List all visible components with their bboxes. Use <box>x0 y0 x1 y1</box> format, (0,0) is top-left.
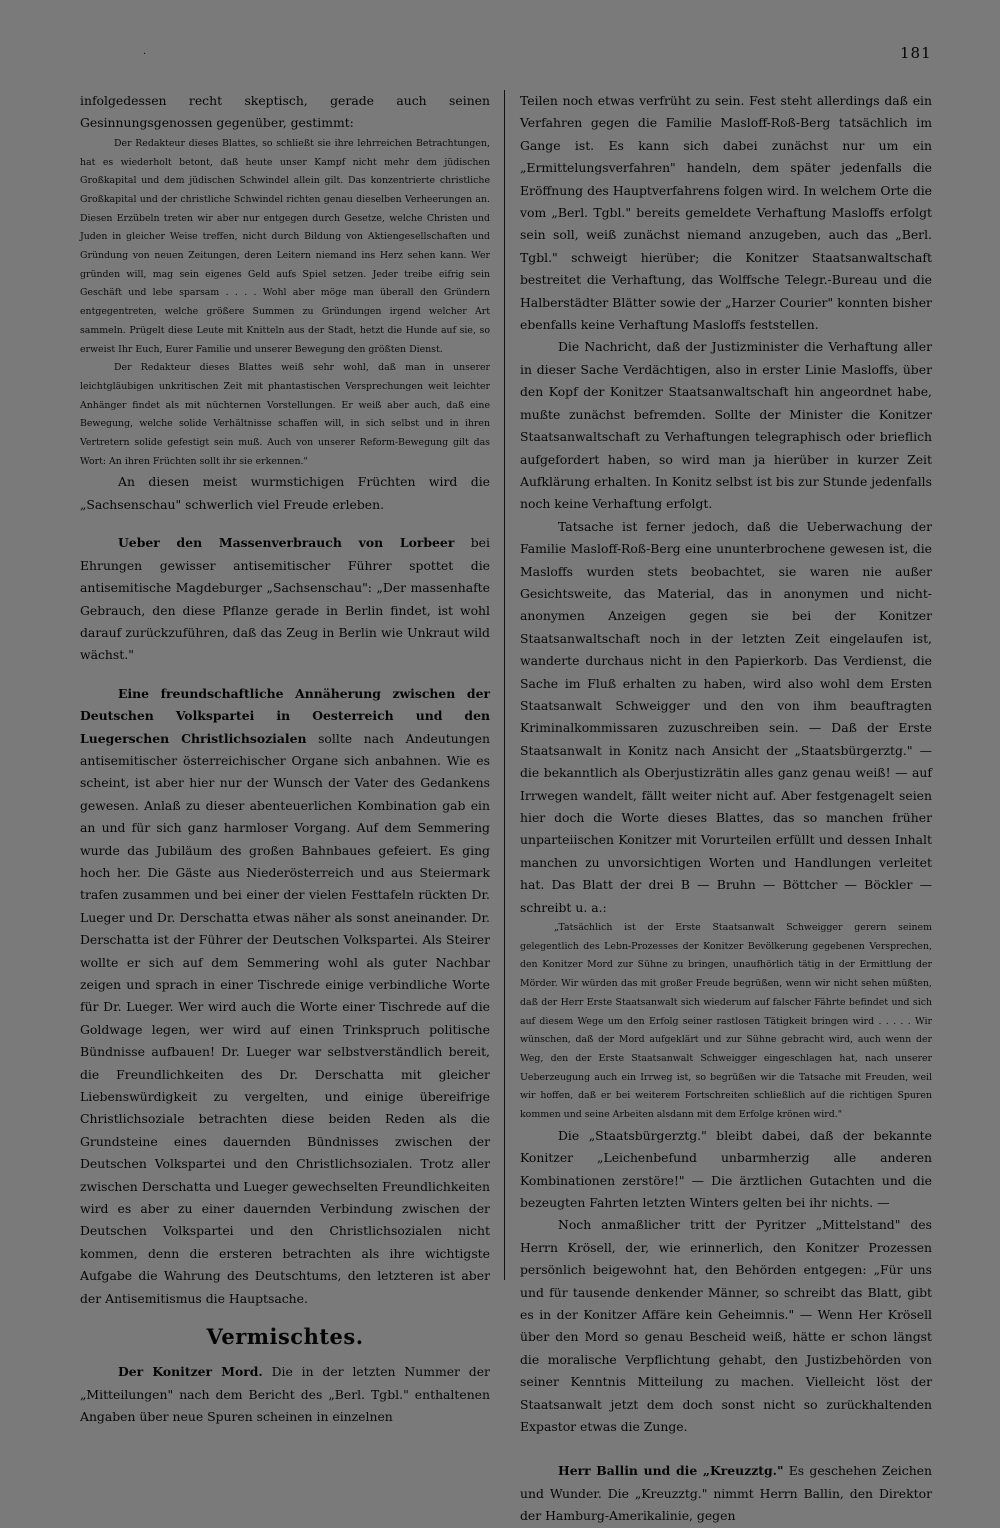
article-paragraph <box>80 683 490 1310</box>
paragraph: infolgedessen recht skeptisch, gerade auch seinen Gesinnungsgenossen gegenüber, gestimmt: <box>80 93 490 131</box>
article-text: sollte nach Andeutungen antisemitischer österreichischer Organe sich anbahnen. Wie es scheint, ist aber hier nur der Wunsch der Vater des Gedankens gewesen. Anlaß zu dieser abenteuerlichen Kombination gab ein an und für sich ganz harmloser Vorgang. Auf dem Semmering wurde das Jubiläum des großen Bahnbaues gefeiert. Es ging hoch her. Die Gäste aus Niederösterreich und aus Steiermark trafen zusammen und bei einer der vielen Festtafeln rückten Dr. Lueger und Dr. Derschatta etwas näher als sonst aneinander. Dr. Derschatta ist der Führer der Deutschen Volkspartei. Als Steirer wollte er sich auf dem Semmering wohl als guter Nachbar zeigen und sprach in einer Tischrede einige verbindliche Worte für Dr. Lueger. Wer wird auch die Worte einer Tischrede auf die Goldwage legen, wer wird auf einen Trinkspruch politische Bündnisse aufbauen! Dr. Lueger war selbstverständlich bereit, die Freundlichkeiten des Dr. Derschatta mit gleicher Liebenswürdigkeit zu vergelten, und einige übereifrige Christlichsoziale betrachten diese beiden Reden als die Grundsteine eines dauernden Bündnisses zwischen der Deutschen Volkspartei und den Christlichsozialen. Trotz aller zwischen Derschatta und Lueger gewechselten Freundlichkeiten wird es aber zu einer dauernden Verbindung zwischen der Deutschen Volkspartei und den Christlichsozialen nicht kommen, denn die ersteren betrachten als ihre wichtigste Aufgabe die Wahrung des Deutschtums, den letzteren ist aber der Antisemitismus die Hauptsache. <box>80 730 490 1306</box>
article-paragraph <box>520 1460 932 1527</box>
article-text: Es geschehen Zeichen und Wunder. Die „Kreuzztg." nimmt Herrn Ballin, den Direktor der Hamburg-Amerikalinie, gegen <box>520 1463 932 1524</box>
article-paragraph <box>80 532 490 666</box>
quote-paragraph: Der Redakteur dieses Blattes weiß sehr wohl, daß man in unserer leichtgläubigen unkritischen Zeit mit phantastischen Versprechungen weit leichter Anhänger findet als mit nüchternen Vorstellungen. Er weiß aber auch, daß eine Bewegung, welche solide Verhältnisse schaffen will, in sich selbst und in ihren Vertretern solide gefestigt sein muß. Auch von unserer Reform-Bewegung gilt das Wort: An ihren Früchten sollt ihr sie erkennen." <box>80 362 490 467</box>
article-text: Die in der letzten Nummer der „Mitteilungen" nach dem Bericht des „Berl. Tgbl." enthaltenen Angaben über neue Spuren scheinen in einzelnen <box>80 1364 490 1424</box>
article-lead: Ueber den Massenverbrauch von Lorbeer <box>118 535 455 551</box>
column-divider <box>504 90 505 1280</box>
paragraph: Tatsache ist ferner jedoch, daß die Ueberwachung der Familie Masloff-Roß-Berg eine ununterbrochene gewesen ist, die Masloffs wurden stets beobachtet, sie waren nie außer Gesichtsweite, das Material, das in anonymen und nicht-anonymen Anzeigen gegen sie bei der Konitzer Staatsanwaltschaft noch in der letzten Zeit eingelaufen ist, wanderte durchaus nicht in den Papierkorb. Das Verdienst, die Sache im Fluß erhalten zu haben, wird also wohl dem Ersten Staatsanwalt Schweigger und den von ihm beauftragten Kriminalkommissaren zuzuschreiben sein. — Daß der Erste Staatsanwalt in Konitz nach Ansicht der „Staatsbürgerztg." — die bekanntlich als Oberjustizrätin alles ganz genau weiß! — auf Irrwegen wandelt, fällt weiter nicht auf. Aber festgenagelt seien hier doch die Worte dieses Blattes, das so manchen früher unparteiischen Konitzer mit Vorurteilen erfüllt und dessen Inhalt manchen zu unvorsichtigen Worten und Handlungen verleitet hat. Das Blatt der drei B — Bruhn — Böttcher — Böckler — schreibt u. a.: <box>520 518 932 915</box>
section-heading: Vermischtes. <box>206 1324 364 1350</box>
paragraph: Die „Staatsbürgerztg." bleibt dabei, daß der bekannte Konitzer „Leichenbefund unbarmherzig alle anderen Kombinationen zerstöre!" — Die ärztlichen Gutachten und die bezeugten Fahrten letzten Winters gelten bei ihr nichts. — <box>520 1127 932 1210</box>
article-lead: Der Konitzer Mord. <box>118 1364 263 1380</box>
page-number: 181 <box>900 44 932 62</box>
quote-paragraph: „Tatsächlich ist der Erste Staatsanwalt Schweigger gerern seinem gelegentlich des Lebn-Prozesses der Konitzer Bevölkerung gegebenen Versprechen, den Konitzer Mord zur Sühne zu bringen, unaufhörlich tätig in der Ermittlung der Mörder. Wir würden das mit großer Freude begrüßen, wenn wir nicht sehen müßten, daß der Herr Erste Staatsanwalt sich wiederum auf falscher Fährte befindet und sich auf diesem Wege um den Erfolg seiner rastlosen Tätigkeit bringen wird . . . . . Wir wünschen, daß der Mord aufgeklärt und zur Sühne gebracht wird, auch wenn der Weg, den der Erste Staatsanwalt Schweigger eingeschlagen hat, nach unserer Ueberzeugung auch ein Irrweg ist, so begrüßen wir die Tatsache mit Freuden, weil wir hoffen, daß er bei weiterem Fortschreiten schließlich auf die richtigen Spuren kommen und seine Arbeiten alsdann mit dem Erfolge krönen wird." <box>520 922 932 1121</box>
paragraph: An diesen meist wurmstichigen Früchten wird die „Sachsenschau" schwerlich viel Freude erleben. <box>80 474 490 512</box>
article-lead: Eine freundschaftliche Annäherung zwischen der Deutschen Volkspartei in Oesterreich und den Luegerschen Christlichsozialen <box>80 685 490 746</box>
article-paragraph <box>80 1361 490 1428</box>
quote-paragraph: Der Redakteur dieses Blattes, so schließt sie ihre lehrreichen Betrachtungen, hat es wiederholt betont, daß heute unser Kampf nicht mehr dem jüdischen Großkapital und dem jüdischen Schwindel allein gilt. Das konzentrierte christliche Großkapital und der christliche Schwindel richten genau dieselben Verheerungen an. Diesen Erzübeln treten wir aber nur entgegen durch Gesetze, welche Christen und Juden in gleicher Weise treffen, nicht durch Bildung von Aktiengesellschaften und Gründung von neuen Zeitungen, deren Leitern niemand ins Herz sehen kann. Wer gründen will, mag sein eigenes Geld aufs Spiel setzen. Jeder treibe eifrig sein Geschäft und lebe sparsam . . . . Wohl aber möge man überall den Gründern entgegentreten, welche größere Summen zu Gründungen irgend welcher Art sammeln. Prügelt diese Leute mit Knitteln aus der Stadt, hetzt die Hunde auf sie, so erweist Ihr Euch, Eurer Familie und unserer Bewegung den größten Dienst. <box>80 137 490 355</box>
article-text: bei Ehrungen gewisser antisemitischer Führer spottet die antisemitische Magdeburger „Sachsenschau": „Der massenhafte Gebrauch, den diese Pflanze gerade in Berlin findet, ist wohl darauf zurückzuführen, daß das Zeug in Berlin wie Unkraut wild wächst." <box>80 535 490 663</box>
right-column <box>520 90 932 1528</box>
left-column <box>80 90 490 1428</box>
paragraph: Noch anmaßlicher tritt der Pyritzer „Mittelstand" des Herrn Krösell, der, wie erinnerlich, den Konitzer Prozessen persönlich beigewohnt hat, den Behörden entgegen: „Für uns und für tausende denkender Männer, so schreibt das Blatt, gibt es in der Konitzer Affäre kein Geheimnis." — Wenn Her Krösell über den Mord so genau Bescheid weiß, hätte er schon längst die moralische Verpflichtung gehabt, den Justizbehörden von seiner Kenntnis Mitteilung zu machen. Vielleicht löst der Staatsanwalt jetzt dem doch sonst nicht so zurückhaltenden Expastor etwas die Zunge. <box>520 1217 932 1435</box>
page-mark: . <box>143 46 147 57</box>
paragraph: Teilen noch etwas verfrüht zu sein. Fest steht allerdings daß ein Verfahren gegen die Familie Masloff-Roß-Berg tatsächlich im Gange ist. Es kann sich dabei zunächst nur um ein „Ermittelungsverfahren" handeln, dem später jedenfalls die Eröffnung des Hauptverfahrens folgen wird. In welchem Orte die vom „Berl. Tgbl." bereits gemeldete Verhaftung Masloffs erfolgt sein soll, weiß zunächst niemand anzugeben, auch das „Berl. Tgbl." schweigt hierüber; die Konitzer Staatsanwaltschaft bestreitet die Verhaftung, das Wolffsche Telegr.-Bureau und die Halberstädter Blätter sowie der „Harzer Courier" konnten bisher ebenfalls keine Verhaftung Masloffs feststellen. <box>520 93 932 333</box>
article-lead: Herr Ballin und die „Kreuzztg." <box>558 1463 784 1479</box>
paragraph: Die Nachricht, daß der Justizminister die Verhaftung aller in dieser Sache Verdächtigen, also in erster Linie Masloffs, über den Kopf der Konitzer Staatsanwaltschaft hin angeordnet habe, mußte zunächst befremden. Sollte der Minister die Konitzer Staatsanwaltschaft zu Verhaftungen telegraphisch oder brieflich aufgefordert haben, so wird man ja hierüber in kurzer Zeit Aufklärung erhalten. In Konitz selbst ist bis zur Stunde jedenfalls noch keine Verhaftung erfolgt. <box>520 339 932 512</box>
